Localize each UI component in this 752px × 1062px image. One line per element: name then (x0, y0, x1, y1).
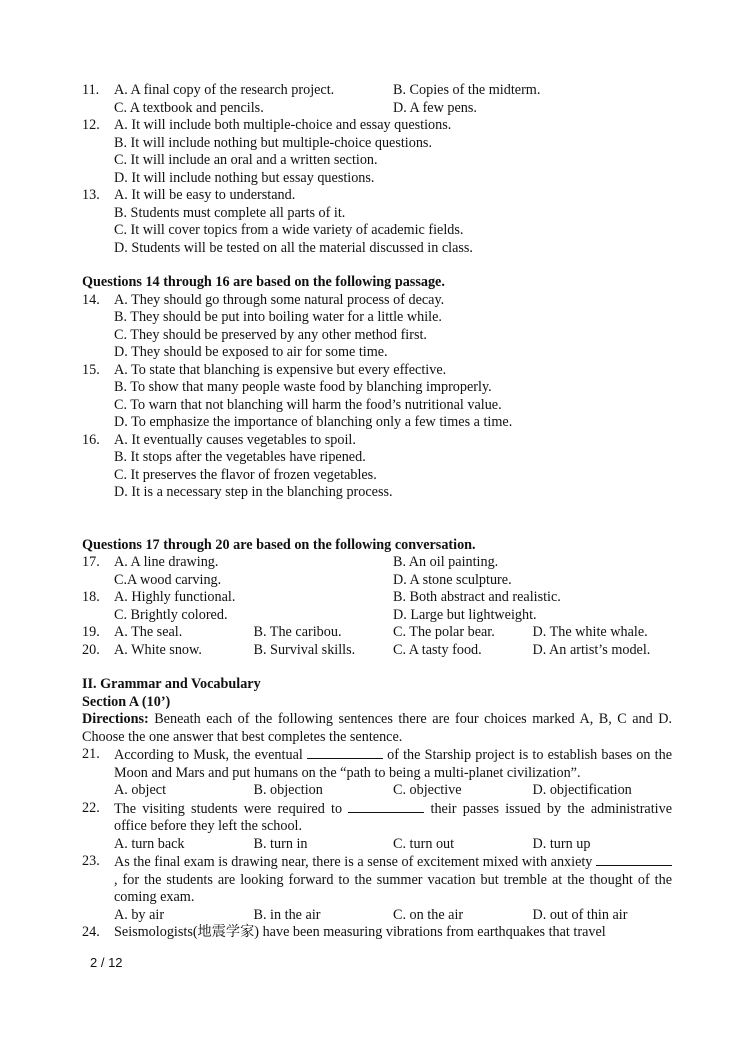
choice-a: A. To state that blanching is expensive but every effective. (114, 361, 447, 378)
choice-b: B. An oil painting. (393, 554, 499, 570)
directions-label: Directions: (82, 711, 149, 727)
question-stem: The visiting students were required to their passes issued by the administrative office before they left the school. (114, 800, 672, 834)
question-stem: As the final exam is drawing near, there is a sense of excitement mixed with anxiety , for the students are looking forward to the summer vacation but tremble at the thought of the coming exam. (114, 854, 672, 905)
choice-c: C. A textbook and pencils. (114, 99, 264, 116)
choice-a: A. by air (114, 906, 165, 923)
question-number: 19. (82, 624, 100, 640)
question-number: 22. (82, 799, 100, 816)
directions (82, 711, 672, 746)
choice-d: D. The white whale. (532, 624, 648, 640)
choice-d: D. out of thin air (532, 906, 628, 923)
choice-c: C. It preserves the flavor of frozen vegetables. (114, 466, 377, 483)
question-21 (82, 746, 672, 800)
choice-d: D. Large but lightweight. (393, 606, 537, 623)
choice-b: B. Survival skills. (253, 641, 356, 658)
question-number: 23. (82, 853, 100, 869)
choice-a: A. It will include both multiple-choice and essay questions. (114, 117, 452, 133)
choice-c: C. They should be preserved by any other method first. (114, 326, 427, 343)
question-12 (82, 117, 672, 187)
choice-d: D. An artist’s model. (532, 641, 651, 658)
question-11 (82, 82, 672, 117)
choice-b: B. To show that many people waste food by blanching improperly. (114, 379, 492, 395)
choice-a: A. turn back (114, 835, 185, 852)
question-number: 21. (82, 746, 100, 762)
choice-b: B. in the air (253, 906, 321, 923)
choice-c: C. It will cover topics from a wide variety of academic fields. (114, 222, 464, 238)
choice-a: A. A line drawing. (114, 554, 219, 570)
answer-blank (596, 853, 672, 866)
choice-a: A. They should go through some natural process of decay. (114, 291, 445, 308)
choice-d: D. Students will be tested on all the material discussed in class. (114, 239, 473, 256)
question-14 (82, 292, 672, 362)
choice-c: C. on the air (393, 906, 464, 923)
question-22 (82, 800, 672, 854)
choice-a: A. Highly functional. (114, 589, 236, 605)
choice-d: D. It will include nothing but essay questions. (114, 169, 375, 186)
choice-b: B. It stops after the vegetables have ripened. (114, 449, 366, 465)
directions-text: Beneath each of the following sentences there are four choices marked A, B, C and D. Choose the one answer that best completes the sentence. (82, 711, 672, 745)
question-stem: Seismologists(地震学家) have been measuring vibrations from earthquakes that travel (114, 924, 606, 940)
choice-d: D. A stone sculpture. (393, 571, 512, 588)
choice-c: C.A wood carving. (114, 571, 222, 588)
question-number: 16. (82, 431, 100, 448)
choice-d: D. They should be exposed to air for some time. (114, 344, 388, 360)
question-number: 14. (82, 291, 100, 308)
choice-b: B. turn in (253, 835, 308, 852)
choice-b: B. They should be put into boiling water for a little while. (114, 309, 442, 325)
choice-d: D. It is a necessary step in the blanching process. (114, 484, 393, 500)
section-heading-14-16: Questions 14 through 16 are based on the following passage. (82, 274, 445, 290)
question-number: 20. (82, 641, 100, 658)
question-number: 11. (82, 82, 100, 98)
choice-d: D. A few pens. (393, 99, 477, 116)
choice-c: C. Brightly colored. (114, 606, 228, 623)
section-heading-17-20: Questions 17 through 20 are based on the following conversation. (82, 536, 476, 553)
question-20 (82, 642, 672, 660)
question-15 (82, 362, 672, 432)
choice-c: C. The polar bear. (393, 624, 495, 640)
question-17 (82, 554, 672, 589)
answer-blank (348, 800, 424, 813)
question-number: 17. (82, 554, 100, 570)
page-content (82, 82, 672, 942)
choice-a: A. It will be easy to understand. (114, 187, 296, 203)
choice-c: C. A tasty food. (393, 641, 482, 658)
choice-d: D. objectification (532, 782, 632, 798)
question-24 (82, 924, 672, 942)
question-stem: According to Musk, the eventual of the Starship project is to establish bases on the Moon and Mars and put humans on the “path to being a multi-planet civilization”. (114, 747, 672, 781)
choice-d: D. turn up (532, 835, 591, 852)
question-number: 15. (82, 361, 100, 378)
section-title: II. Grammar and Vocabulary (82, 676, 261, 692)
question-13 (82, 187, 672, 257)
choice-b: B. objection (253, 782, 323, 798)
choice-a: A. It eventually causes vegetables to spoil. (114, 431, 356, 448)
answer-blank (307, 746, 383, 759)
choice-a: A. White snow. (114, 641, 202, 658)
choice-c: C. objective (393, 782, 462, 798)
question-number: 24. (82, 924, 100, 940)
question-23 (82, 853, 672, 924)
choice-b: B. Students must complete all parts of it. (114, 204, 346, 221)
question-18 (82, 589, 672, 624)
question-19 (82, 624, 672, 642)
choice-a: A. The seal. (114, 624, 183, 640)
question-number: 12. (82, 117, 100, 133)
choice-c: C. It will include an oral and a written section. (114, 152, 378, 168)
question-number: 13. (82, 187, 100, 203)
choice-b: B. It will include nothing but multiple-choice questions. (114, 134, 432, 151)
question-number: 18. (82, 589, 100, 605)
page-number: 2 / 12 (90, 955, 123, 970)
choice-b: B. The caribou. (253, 624, 342, 640)
choice-c: C. To warn that not blanching will harm the food’s nutritional value. (114, 396, 502, 413)
question-16 (82, 432, 672, 502)
choice-a: A. object (114, 782, 167, 798)
choice-a: A. A final copy of the research project. (114, 82, 335, 98)
section-a-label: Section A (10’) (82, 693, 171, 710)
choice-b: B. Both abstract and realistic. (393, 589, 561, 605)
choice-b: B. Copies of the midterm. (393, 82, 541, 98)
choice-d: D. To emphasize the importance of blanching only a few times a time. (114, 414, 513, 430)
choice-c: C. turn out (393, 835, 455, 852)
